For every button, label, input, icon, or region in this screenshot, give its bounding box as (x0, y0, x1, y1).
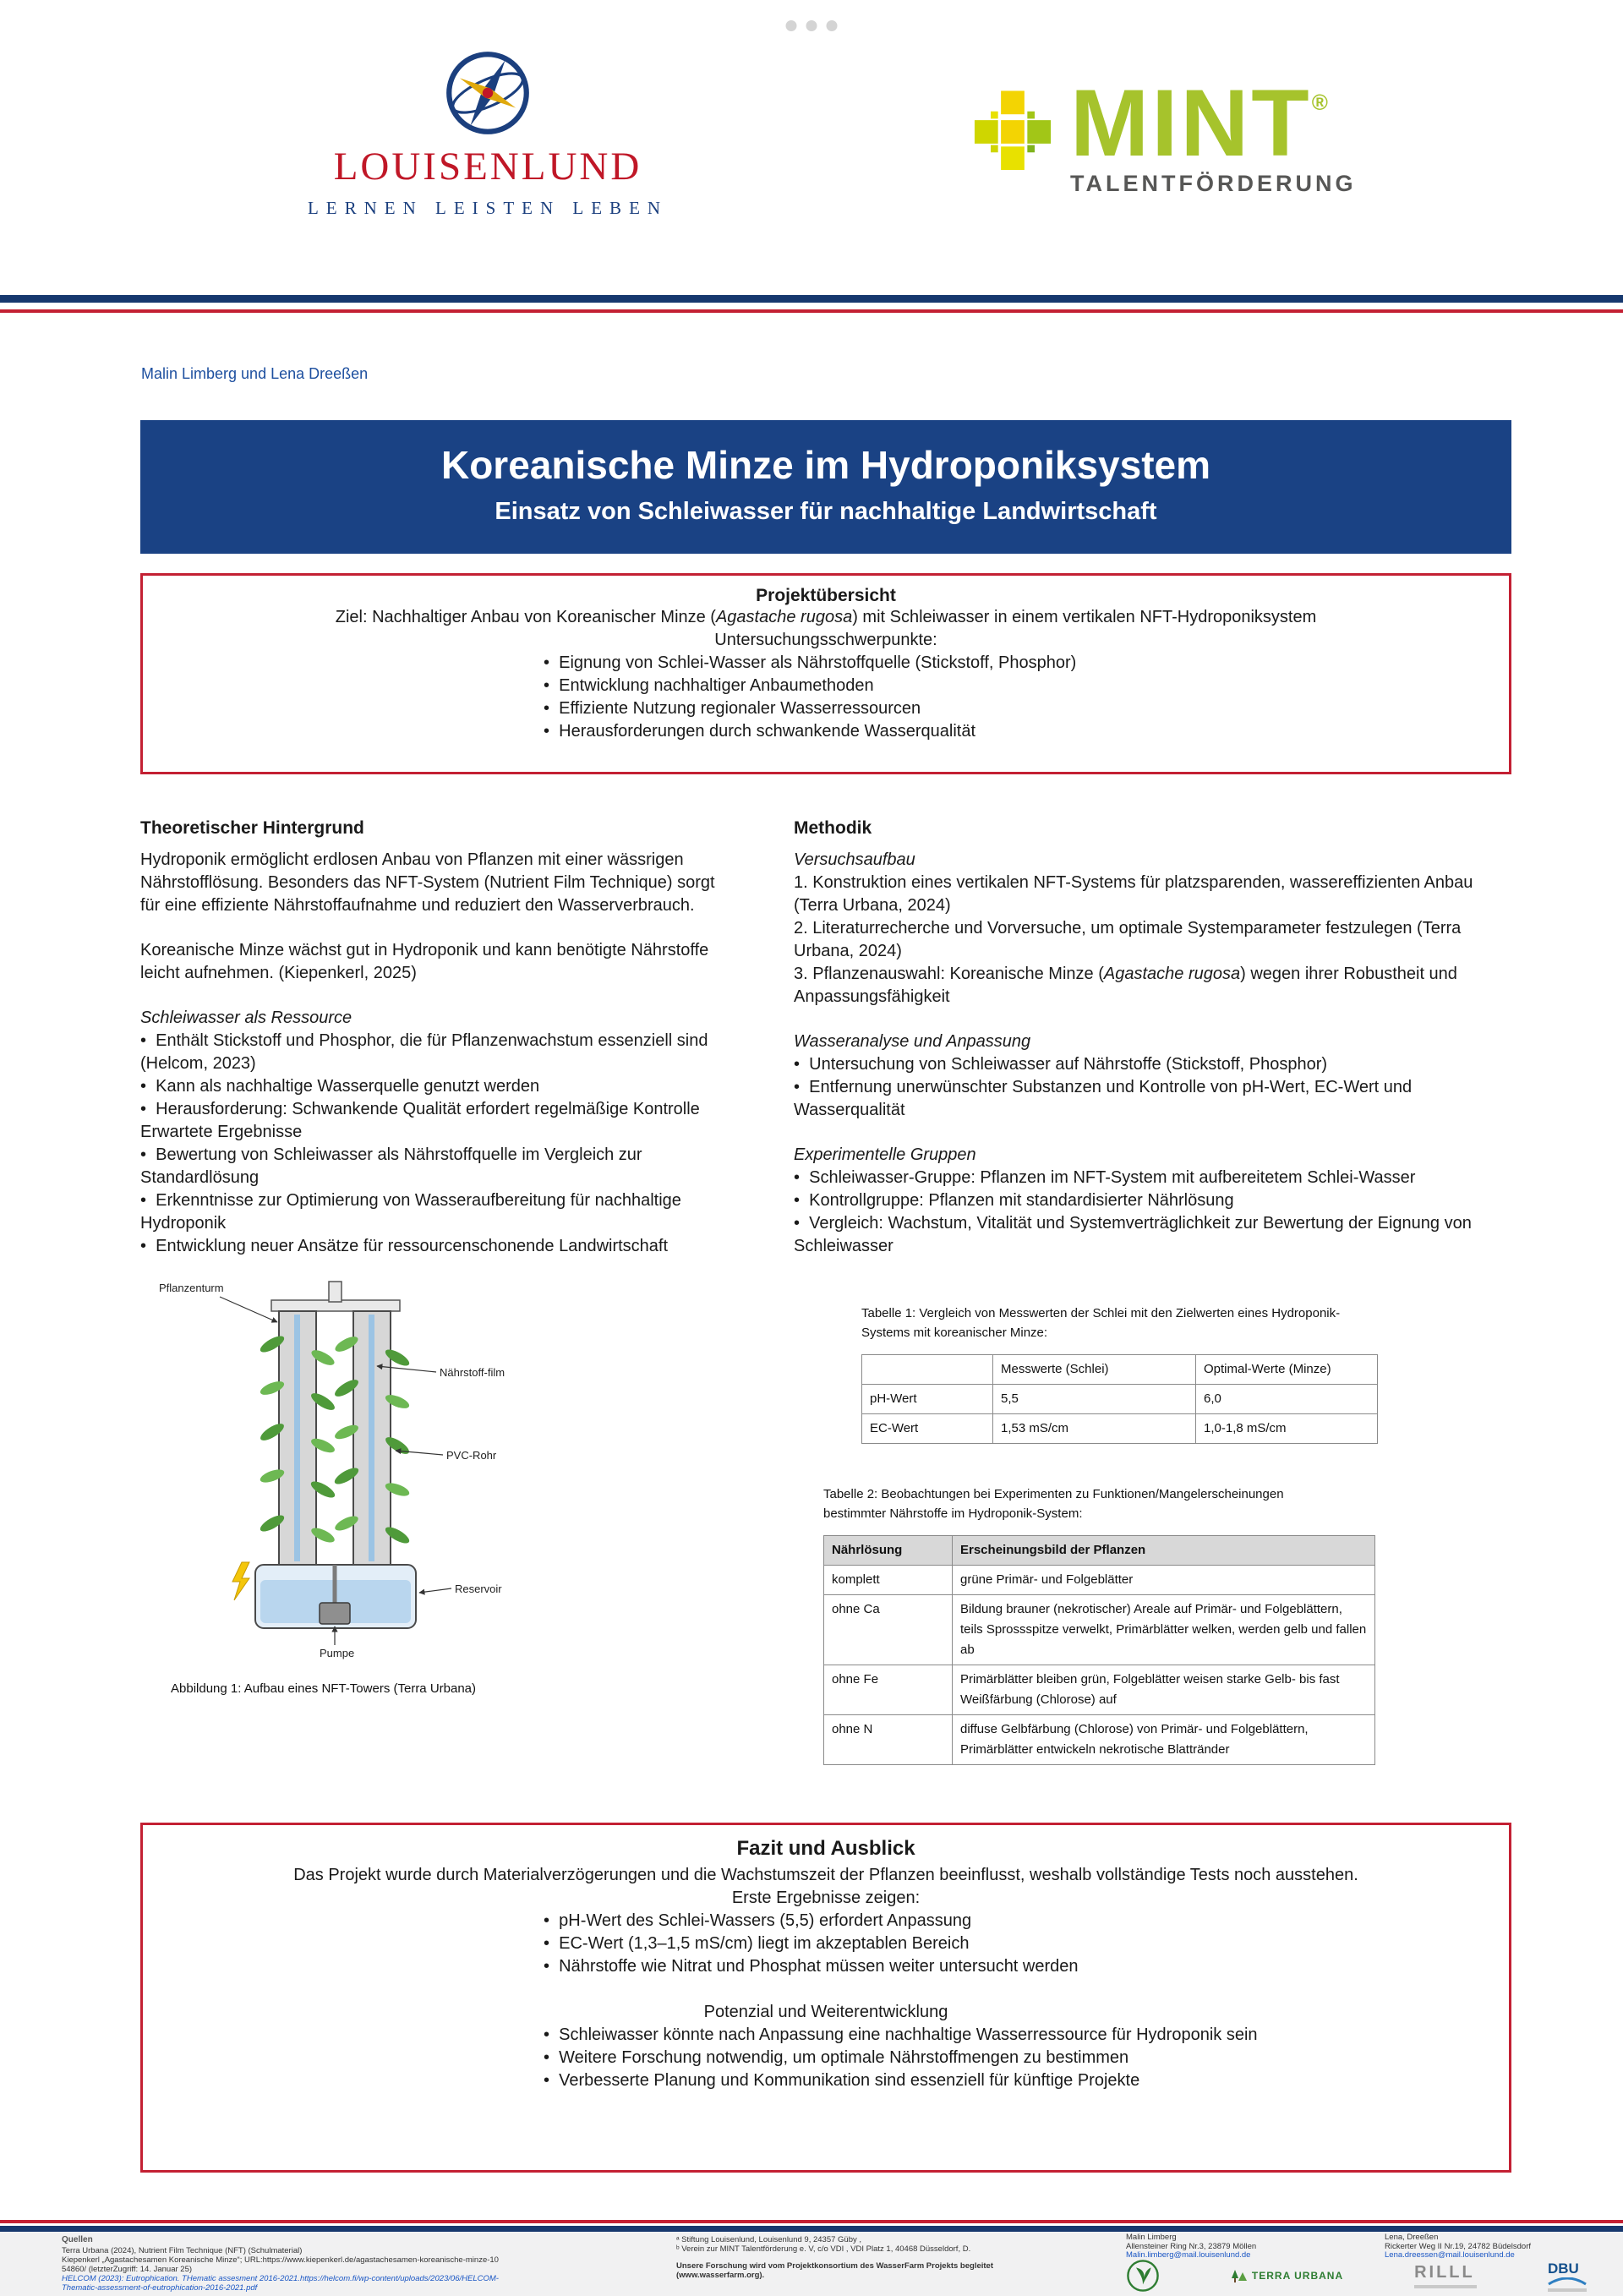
label-reservoir: Reservoir (455, 1583, 502, 1595)
mint-logo (969, 70, 1357, 197)
bullet-item: • Verbesserte Planung und Kommunikation sind essenziell für künftige Projekte (544, 2069, 1492, 2092)
poster-title: Koreanische Minze im Hydroponiksystem (440, 443, 1211, 487)
table-row (824, 1536, 1375, 1566)
goal-text: Ziel: Nachhaltiger Anbau von Koreanischer Minze ( (335, 608, 716, 626)
table-cell: EC-Wert (862, 1414, 993, 1444)
table-cell: ohne N (824, 1715, 953, 1765)
contact-email[interactable]: Lena.dreessen@mail.louisenlund.de (1385, 2250, 1515, 2260)
subheading-wasseranalyse: Wasseranalyse und Anpassung (794, 1032, 1031, 1051)
contact-card-malin (1126, 2233, 1371, 2260)
bullet-item: • Bewertung von Schleiwasser als Nährstoffquelle im Vergleich zur Standardlösung (140, 1144, 732, 1189)
louisenlund-wordmark: LOUISENLUND (333, 145, 642, 189)
species-name: Agastache rugosa (715, 608, 853, 626)
top-navy-rule (0, 295, 1623, 303)
rilll-subtext-bar (1414, 2285, 1477, 2288)
bullet-item: • pH-Wert des Schlei-Wassers (5,5) erfordert Anpassung (544, 1910, 1492, 1932)
table-cell: 5,5 (993, 1385, 1196, 1414)
method-step (794, 963, 1478, 1009)
bullet-item: • Vergleich: Wachstum, Vitalität und Systemverträglichkeit zur Bewertung der Eignung von Schleiwasser (794, 1212, 1478, 1258)
table-cell (862, 1355, 993, 1385)
contact-address: Rickerter Weg II Nr.19, 24782 Büdelsdorf (1385, 2241, 1532, 2251)
table-cell: ohne Ca (824, 1595, 953, 1665)
overview-heading: Projektübersicht (756, 586, 896, 605)
results-label: Erste Ergebnisse zeigen: (731, 1889, 921, 1907)
supply-pipe (329, 1282, 342, 1302)
registered-mark: ® (1311, 90, 1328, 115)
power-bolt-icon (232, 1562, 249, 1600)
nutrient-film-strip (294, 1315, 300, 1561)
table-cell: grüne Primär- und Folgeblätter (953, 1566, 1375, 1595)
table-cell: 6,0 (1196, 1385, 1378, 1414)
affiliation-entry: ᵇ Verein zur MINT Talentförderung e. V, c/o VDI , VDI Platz 1, 40468 Düsseldorf, D. (676, 2244, 971, 2254)
louisenlund-logo (298, 49, 678, 219)
louisenlund-compass-icon (444, 49, 532, 137)
table-row (862, 1385, 1378, 1414)
section-heading-theory: Theoretischer Hintergrund (140, 818, 364, 838)
table-cell: Optimal-Werte (Minze) (1196, 1355, 1378, 1385)
authors-line: Malin Limberg und Lena Dreeßen (141, 365, 369, 382)
table-1 (861, 1354, 1378, 1444)
nft-tower-diagram (154, 1276, 551, 1667)
top-red-rule (0, 309, 1623, 313)
table-cell: Messwerte (Schlei) (993, 1355, 1196, 1385)
overview-goal (160, 606, 1492, 629)
bullet-item: • Herausforderungen durch schwankende Wasserqualität (544, 720, 1492, 743)
bullet-item: • Entfernung unerwünschter Substanzen und Kontrolle von pH-Wert, EC-Wert und Wasserqualität (794, 1076, 1478, 1122)
footer-affiliations (676, 2236, 1074, 2254)
bullet-item: • Erkenntnisse zur Optimierung von Wasseraufbereitung für nachhaltige Hydroponik (140, 1189, 732, 1235)
subheading-erwartete-ergebnisse: Erwartete Ergebnisse (140, 1123, 303, 1141)
terra-urbana-logo (1231, 2268, 1343, 2283)
rilll-wordmark: RILLL (1414, 2263, 1475, 2282)
step-text: ) wegen ihrer Robustheit und Anpassungsfähigkeit (794, 965, 1457, 1006)
pump (320, 1603, 350, 1624)
table-header-cell: Erscheinungsbild der Pflanzen (953, 1536, 1375, 1566)
rilll-logo (1414, 2263, 1477, 2288)
affiliation-entry: ᵃ Stiftung Louisenlund, Louisenlund 9, 24357 Güby , (676, 2235, 862, 2244)
bullet-item: • Kann als nachhaltige Wasserquelle genutzt werden (140, 1075, 732, 1098)
conclusion-heading: Fazit und Ausblick (736, 1837, 915, 1860)
mint-cross-icon (969, 88, 1057, 176)
conclusion-intro: Das Projekt wurde durch Materialverzögerungen und die Wachstumszeit der Pflanzen beeinflusst, weshalb vollständige Tests noch ausstehen. (293, 1866, 1358, 1884)
source-entry: Terra Urbana (2024), Nutrient Film Technique (NFT) (Schulmaterial) (62, 2245, 303, 2255)
table-cell: 1,53 mS/cm (993, 1414, 1196, 1444)
table-row (824, 1566, 1375, 1595)
figure-nft-tower (154, 1276, 732, 1696)
source-entry-link[interactable]: HELCOM (2023): Eutrophication. THematic assesment 2016-2021.https://helcom.fi/wp-content/uploads/2023/06/HELCOM-Thematic-assessment-of-eutrophication-2016-2021.pdf (62, 2274, 499, 2293)
overview-focus-label: Untersuchungsschwerpunkte: (714, 631, 937, 649)
theory-paragraph: Koreanische Minze wächst gut in Hydroponik und kann benötigte Nährstoffe leicht aufnehmen. (Kiepenkerl, 2025) (140, 941, 709, 982)
methods-column (794, 818, 1478, 1765)
contact-name: Lena, Dreeßen (1385, 2233, 1439, 2242)
project-overview-box (140, 573, 1511, 774)
theory-column (140, 818, 732, 1765)
mint-wordmark: MINT (1070, 70, 1312, 176)
louisenlund-tagline: LERNEN LEISTEN LEBEN (307, 198, 669, 218)
bullet-item: • Weitere Forschung notwendig, um optimale Nährstoffmengen zu bestimmen (544, 2047, 1492, 2069)
wasserfarm-note: Unsere Forschung wird vom Projektkonsortium des WasserFarm Projekts begleitet (www.wasserfarm.org). (676, 2261, 993, 2280)
label-naehrstoff-film: Nährstoff-film (440, 1366, 505, 1379)
bullet-item: • Enthält Stickstoff und Phosphor, die für Pflanzenwachstum essenziell sind (Helcom, 2023) (140, 1030, 732, 1075)
sources-heading: Quellen (62, 2235, 93, 2244)
subheading-versuchsaufbau: Versuchsaufbau (794, 850, 915, 869)
table-cell: 1,0-1,8 mS/cm (1196, 1414, 1378, 1444)
dot-icon (786, 20, 797, 31)
table-row (824, 1715, 1375, 1765)
table-row (824, 1665, 1375, 1715)
dot-icon (806, 20, 817, 31)
contact-address: Allensteiner Ring Nr.3, 23879 Möllen (1126, 2241, 1257, 2251)
source-entry[interactable]: Kiepenkerl „Agastachesamen Koreanische Minze“; URL:https://www.kiepenkerl.de/agastachesamen-koreanische-minze-1054860/ (letzterZugriff: 14. Januar 25) (62, 2255, 499, 2274)
bullet-item: • Schleiwasser-Gruppe: Pflanzen im NFT-System mit aufbereitetem Schlei-Wasser (794, 1167, 1478, 1189)
goal-text: ) mit Schleiwasser in einem vertikalen NFT-Hydroponiksystem (852, 608, 1317, 626)
step-text: 3. Pflanzenauswahl: Koreanische Minze ( (794, 965, 1104, 983)
label-pflanzenturm: Pflanzenturm (159, 1282, 224, 1294)
dbu-swoosh-icon (1548, 2277, 1587, 2286)
mint-wordmark-block (1070, 70, 1357, 197)
bullet-item: • Untersuchung von Schleiwasser auf Nährstoffe (Stickstoff, Phosphor) (794, 1053, 1478, 1076)
eco-seal-icon (1126, 2259, 1160, 2293)
table-2-caption: Tabelle 2: Beobachtungen bei Experimenten zu Funktionen/Mangelerscheinungen bestimmter Nährstoffe im Hydroponik-System: (823, 1487, 1284, 1521)
table-cell: ohne Fe (824, 1665, 953, 1715)
overflow-menu-dots[interactable] (786, 20, 838, 31)
subheading-schleiwasser: Schleiwasser als Ressource (140, 1009, 352, 1027)
tree-icon (1231, 2268, 1248, 2283)
bottom-navy-rule (0, 2226, 1623, 2232)
bullet-item: • Nährstoffe wie Nitrat und Phosphat müssen weiter untersucht werden (544, 1955, 1492, 1978)
bullet-item: • Eignung von Schlei-Wasser als Nährstoffquelle (Stickstoff, Phosphor) (544, 652, 1492, 675)
bullet-item: • Kontrollgruppe: Pflanzen mit standardisierter Nährlösung (794, 1189, 1478, 1212)
table-row (824, 1595, 1375, 1665)
table-cell: diffuse Gelbfärbung (Chlorose) von Primär- und Folgeblättern, Primärblätter entwickeln nekrotische Blattränder (953, 1715, 1375, 1765)
table-1-caption: Tabelle 1: Vergleich von Messwerten der Schlei mit den Zielwerten eines Hydroponik-Systems mit koreanischer Minze: (861, 1306, 1341, 1340)
table-cell: komplett (824, 1566, 953, 1595)
bullet-item: • Schleiwasser könnte nach Anpassung eine nachhaltige Wasserressource für Hydroponik sein (544, 2024, 1492, 2047)
table-cell: pH-Wert (862, 1385, 993, 1414)
potential-bullet-list (544, 2024, 1492, 2092)
poster-subtitle: Einsatz von Schleiwasser für nachhaltige Landwirtschaft (495, 498, 1157, 525)
dbu-wordmark: DBU (1547, 2260, 1579, 2277)
species-name: Agastache rugosa (1103, 965, 1241, 983)
contact-email[interactable]: Malin.limberg@mail.louisenlund.de (1126, 2250, 1251, 2260)
table-row (862, 1414, 1378, 1444)
subheading-gruppen: Experimentelle Gruppen (794, 1145, 976, 1164)
method-step: 2. Literaturrecherche und Vorversuche, um optimale Systemparameter festzulegen (Terra Urbana, 2024) (794, 919, 1462, 960)
bullet-item: • Entwicklung neuer Ansätze für ressourcenschonende Landwirtschaft (140, 1235, 732, 1258)
table-cell: Primärblätter bleiben grün, Folgeblätter weisen starke Gelb- bis fast Weißfärbung (Chlorose) auf (953, 1665, 1375, 1715)
section-heading-methods: Methodik (794, 818, 872, 838)
dot-icon (827, 20, 838, 31)
conclusion-box (140, 1823, 1511, 2173)
footer-partner-logos (1126, 2259, 1587, 2293)
table-header-cell: Nährlösung (824, 1536, 953, 1566)
table-row (862, 1355, 1378, 1385)
title-banner (140, 420, 1511, 554)
table-2 (823, 1535, 1375, 1765)
results-bullet-list (544, 1910, 1492, 1978)
method-step: 1. Konstruktion eines vertikalen NFT-Systems für platzsparenden, wassereffizienten Anbau (Terra Urbana, 2024) (794, 873, 1473, 915)
overview-bullet-list (544, 652, 1492, 743)
potential-label: Potenzial und Weiterentwicklung (703, 2003, 948, 2021)
dbu-logo (1548, 2260, 1587, 2292)
bullet-item: • Effiziente Nutzung regionaler Wasserressourcen (544, 697, 1492, 720)
bullet-item: • Herausforderung: Schwankende Qualität erfordert regelmäßige Kontrolle (140, 1098, 732, 1121)
bullet-item: • Entwicklung nachhaltiger Anbaumethoden (544, 675, 1492, 697)
label-pumpe: Pumpe (320, 1647, 355, 1659)
contact-card-lena (1385, 2233, 1623, 2260)
theory-paragraph: Hydroponik ermöglicht erdlosen Anbau von Pflanzen mit einer wässrigen Nährstofflösung. Besonders das NFT-System (Nutrient Film Technique) sorgt für eine effiziente Nährstoffaufnahme und reduziert den Wasserverbrauch. (140, 850, 715, 915)
figure-caption: Abbildung 1: Aufbau eines NFT-Towers (Terra Urbana) (171, 1681, 477, 1696)
contact-name: Malin Limberg (1126, 2233, 1177, 2242)
label-pvc-rohr: PVC-Rohr (446, 1449, 497, 1462)
terra-urbana-wordmark: TERRA URBANA (1251, 2270, 1344, 2282)
table-2-block (823, 1484, 1478, 1765)
mint-tagline: TALENTFÖRDERUNG (1070, 170, 1357, 196)
main-columns (140, 818, 1511, 1765)
bottom-red-rule (0, 2220, 1623, 2223)
table-cell: Bildung brauner (nekrotischer) Areale auf Primär- und Folgeblättern, teils Sprossspitze verwelkt, Primärblätter welken, werden gelb und fallen ab (953, 1595, 1375, 1665)
table-1-block (861, 1304, 1478, 1444)
dbu-subtext-bar (1548, 2288, 1587, 2292)
nutrient-film-strip (369, 1315, 374, 1561)
bullet-item: • EC-Wert (1,3–1,5 mS/cm) liegt im akzeptablen Bereich (544, 1932, 1492, 1955)
footer-sources (62, 2236, 501, 2293)
